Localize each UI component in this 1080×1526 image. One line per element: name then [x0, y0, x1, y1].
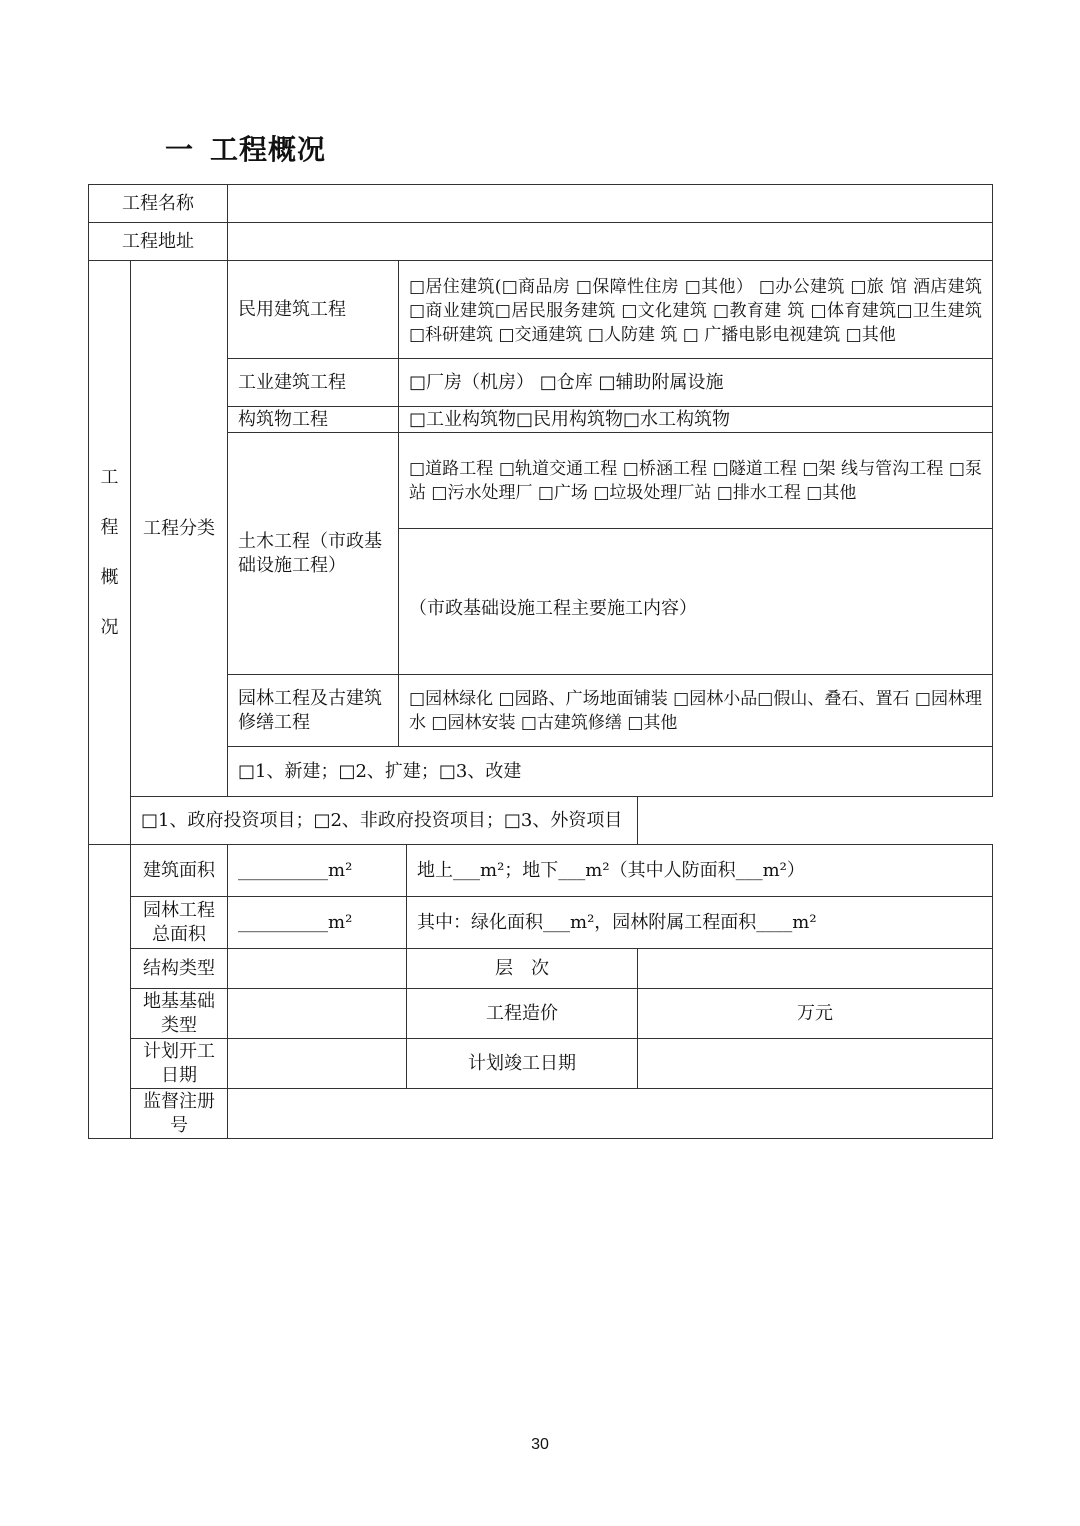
overview-char: 况 [100, 616, 119, 638]
industrial-options[interactable]: □厂房（机房） □仓库 □辅助附属设施 [399, 359, 993, 407]
supervision-field[interactable] [228, 1089, 993, 1139]
page-title [165, 128, 326, 168]
project-name-label: 工程名称 [89, 185, 228, 223]
floors-label: 层 次 [407, 949, 638, 989]
title-text: 工程概况 [210, 133, 327, 166]
row-structure-type [89, 949, 993, 989]
civil-label: 民用建筑工程 [228, 261, 399, 359]
supervision-label: 监督注册号 [131, 1089, 228, 1139]
overview-char: 程 [100, 516, 119, 538]
civil-options[interactable]: □居住建筑(□商品房 □保障性住房 □其他） □办公建筑 □旅 馆 酒店建筑 □商业建筑□居民服务建筑 □文化建筑 □教育建 筑 □体育建筑□卫生建筑 □科研建筑 □交通建筑 □人防建 筑 □ 广播电影电视建筑 □其他 [399, 261, 993, 359]
row-area [89, 845, 993, 897]
row-foundation [89, 989, 993, 1039]
project-address-label: 工程地址 [89, 223, 228, 261]
garden-options[interactable]: □园林绿化 □园路、广场地面铺装 □园林小品□假山、叠石、置石 □园林理水 □园林安装 □古建筑修缮 □其他 [399, 675, 993, 747]
cost-label: 工程造价 [407, 989, 638, 1039]
municipal-label: 土木工程（市政基础设施工程） [228, 433, 399, 675]
area-value[interactable]: __________m² [228, 845, 407, 897]
project-address-field[interactable] [228, 223, 993, 261]
title-dash: 一 [165, 133, 195, 166]
area-detail[interactable]: 地上___m²；地下___m²（其中人防面积___m²） [407, 845, 993, 897]
area-label: 建筑面积 [131, 845, 228, 897]
municipal-note[interactable]: （市政基础设施工程主要施工内容） [399, 529, 993, 675]
row-supervision [89, 1089, 993, 1139]
floors-field[interactable] [638, 949, 993, 989]
build-type-options[interactable]: □1、新建；□2、扩建；□3、改建 [228, 747, 993, 797]
row-civil [89, 261, 993, 359]
start-date-field[interactable] [228, 1039, 407, 1089]
structure-type-label: 结构类型 [131, 949, 228, 989]
municipal-options[interactable]: □道路工程 □轨道交通工程 □桥涵工程 □隧道工程 □架 线与管沟工程 □泵站 □污水处理厂 □广场 □垃圾处理厂站 □排水工程 □其他 [399, 433, 993, 529]
finish-date-label: 计划竣工日期 [407, 1039, 638, 1089]
row-project-address [89, 223, 993, 261]
overview-char: 概 [100, 566, 119, 588]
overview-vertical-label [89, 261, 131, 845]
garden-area-detail[interactable]: 其中：绿化面积___m²，园林附属工程面积____m² [407, 897, 993, 949]
row-dates [89, 1039, 993, 1089]
row-project-name [89, 185, 993, 223]
garden-label: 园林工程及古建筑修缮工程 [228, 675, 399, 747]
start-date-label: 计划开工日期 [131, 1039, 228, 1089]
garden-area-label: 园林工程总面积 [131, 897, 228, 949]
row-invest-type [89, 797, 993, 845]
page-number: 30 [531, 1436, 549, 1453]
structure-type-field[interactable] [228, 949, 407, 989]
foundation-label: 地基基础类型 [131, 989, 228, 1039]
row-garden-area [89, 897, 993, 949]
industrial-label: 工业建筑工程 [228, 359, 399, 407]
project-overview-table [88, 184, 993, 1139]
structure-label: 构筑物工程 [228, 407, 399, 433]
garden-area-value[interactable]: __________m² [228, 897, 407, 949]
cost-unit[interactable]: 万元 [638, 989, 993, 1039]
foundation-field[interactable] [228, 989, 407, 1039]
project-name-field[interactable] [228, 185, 993, 223]
finish-date-field[interactable] [638, 1039, 993, 1089]
structure-options[interactable]: □工业构筑物□民用构筑物□水工构筑物 [399, 407, 993, 433]
left-blank-column [89, 845, 131, 1139]
overview-char: 工 [100, 466, 119, 488]
invest-type-options[interactable]: □1、政府投资项目；□2、非政府投资项目；□3、外资项目 [131, 797, 638, 845]
category-label: 工程分类 [131, 261, 228, 797]
